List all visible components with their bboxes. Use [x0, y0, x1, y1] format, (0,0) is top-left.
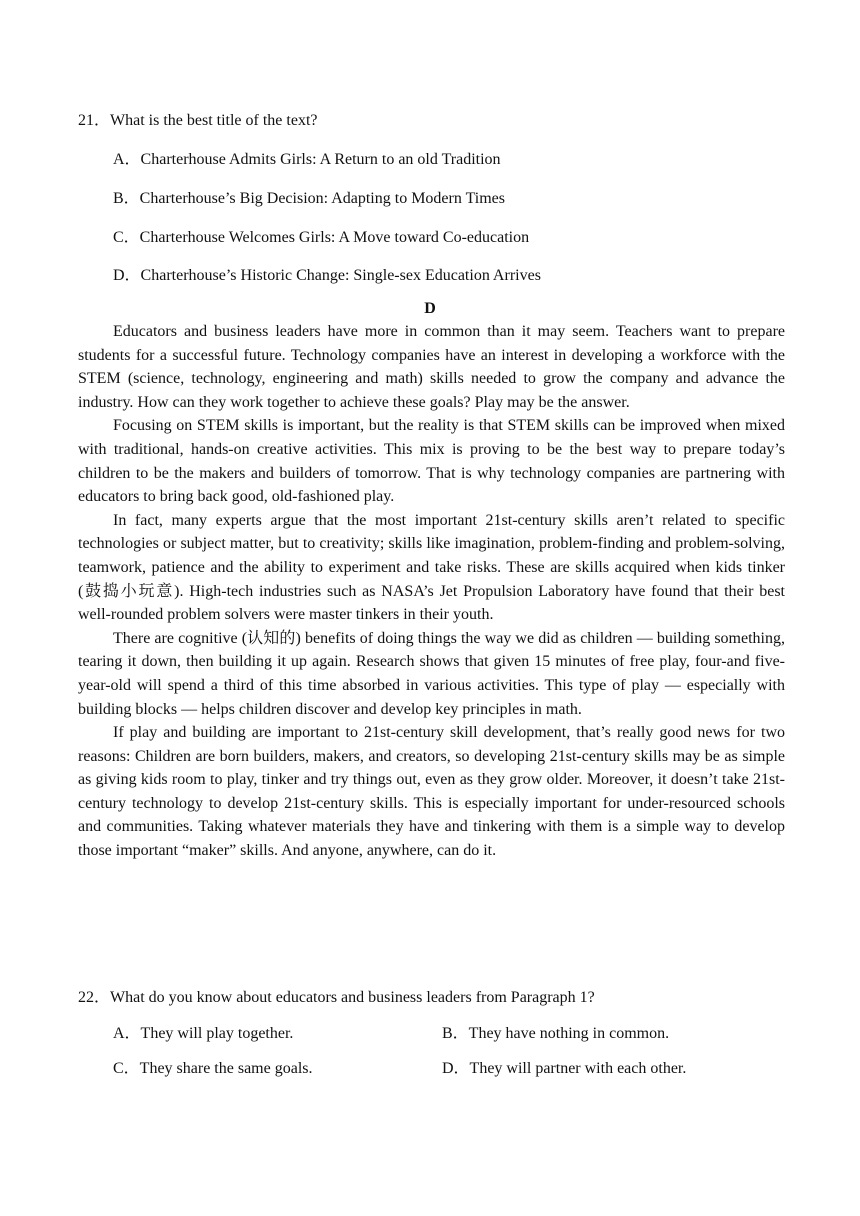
- question-21-option-c: C．Charterhouse Welcomes Girls: A Move toward Co-education: [113, 229, 530, 246]
- passage-paragraph-1: Educators and business leaders have more in common than it may seem. Teachers want to prepare students for a successful future. Technology companies have an interest in developing a workforce with the STEM (science, technology, engineering and math) skills needed to grow the company and advance the industry. How can they work together to achieve these goals? Play may be the answer.: [78, 323, 785, 411]
- question-21-option-b: B．Charterhouse’s Big Decision: Adapting to Modern Times: [113, 190, 505, 207]
- question-22-option-b: B．They have nothing in common.: [442, 1025, 670, 1042]
- question-21-option-a: A．Charterhouse Admits Girls: A Return to an old Tradition: [113, 151, 501, 168]
- passage-paragraph-4: There are cognitive (认知的) benefits of doing things the way we did as children — building something, tearing it down, then building it up again. Research shows that given 15 minutes of free play, four-and five-year-old will spend a third of this time absorbed in various activities. This type of play — especially with building blocks — helps children discover and develop key principles in math.: [78, 629, 785, 718]
- question-21-option-d: D．Charterhouse’s Historic Change: Single-sex Education Arrives: [113, 267, 541, 284]
- reading-passage: [78, 320, 785, 863]
- question-21-stem: 21．What is the best title of the text?: [78, 112, 318, 129]
- passage-paragraph-5: If play and building are important to 21st-century skill development, that’s really good news for two reasons: Children are born builders, makers, and creators, so developing 21st-century skills may be as simple as giving kids room to play, tinker and try things out, even as they grow older. Moreover, it doesn’t take 21st-century technology to develop 21st-century skills. This is especially important for under-resourced schools and communities. Taking whatever materials they have and tinkering with them is a simple way to develop those important “maker” skills. And anyone, anywhere, can do it.: [78, 724, 785, 860]
- question-22-option-a: A．They will play together.: [113, 1025, 294, 1042]
- section-heading: D: [424, 300, 436, 317]
- passage-paragraph-3: In fact, many experts argue that the most important 21st-century skills aren’t related to specific technologies or subject matter, but to creativity; skills like imagination, problem-finding and problem-solving, teamwork, patience and the ability to experiment and take risks. These are skills acquired when kids tinker (鼓捣小玩意). High-tech industries such as NASA’s Jet Propulsion Laboratory have found that their best well-rounded problem solvers were master tinkers in their youth.: [78, 511, 785, 624]
- question-22-option-d: D．They will partner with each other.: [442, 1060, 687, 1077]
- question-22-stem: 22．What do you know about educators and business leaders from Paragraph 1?: [78, 989, 595, 1006]
- question-22-option-c: C．They share the same goals.: [113, 1060, 313, 1077]
- passage-paragraph-2: Focusing on STEM skills is important, but the reality is that STEM skills can be improved when mixed with traditional, hands-on creative activities. This mix is proving to be the best way to prepare today’s children to be the makers and builders of tomorrow. That is why technology companies are partnering with educators to bring back good, old-fashioned play.: [78, 417, 785, 506]
